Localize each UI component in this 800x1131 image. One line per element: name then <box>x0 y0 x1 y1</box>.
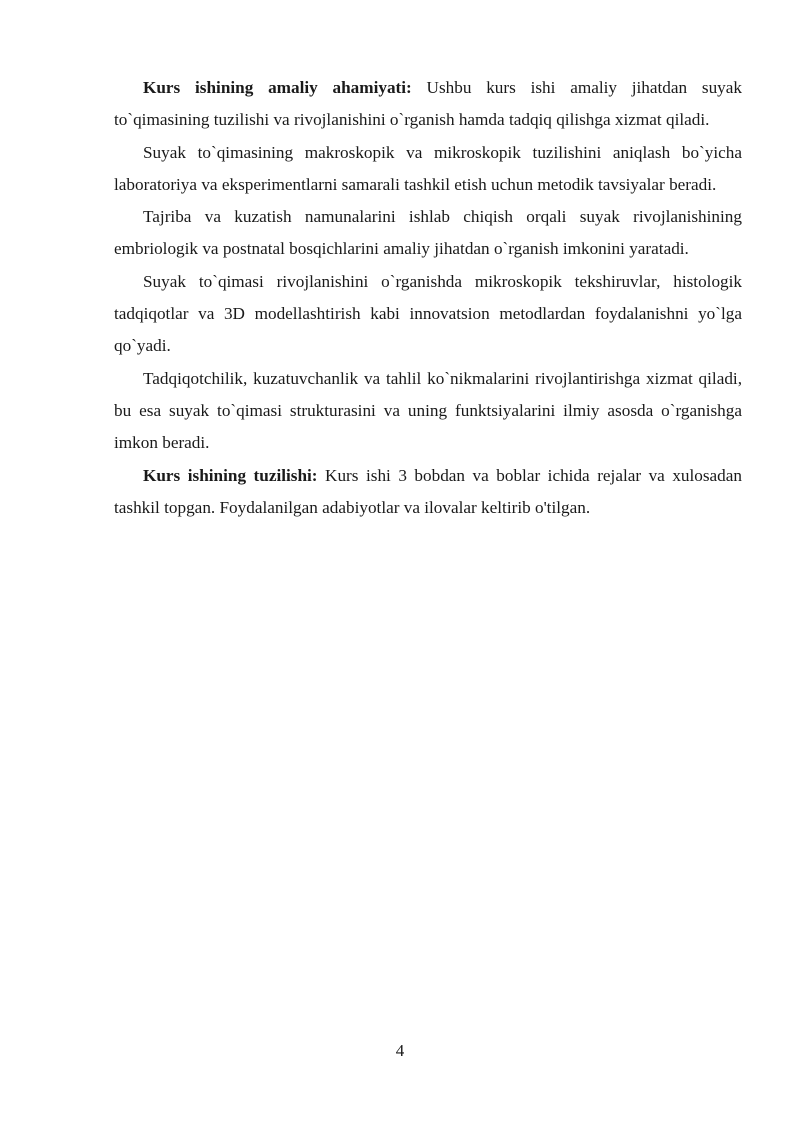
paragraph-lead-heading: Kurs ishining amaliy ahamiyati: <box>143 78 412 97</box>
paragraph-innovative-methods <box>114 266 742 363</box>
paragraph-practical-significance <box>114 72 742 137</box>
paragraph-text: Ushbu kurs ishi amaliy jihatdan suyak to`qimasining tuzilishi va rivojlanishini o`rganish hamda tadqiq qilishga xizmat qiladi. <box>114 78 742 130</box>
paragraph-text: Kurs ishi 3 bobdan va boblar ichida rejalar va xulosadan tashkil topgan. Foydalanilgan adabiyotlar va ilovalar keltirib o'tilgan. <box>114 465 743 517</box>
paragraph-methodical-recommendations <box>114 137 742 202</box>
paragraph-experiment-samples <box>114 201 742 266</box>
document-body <box>114 72 742 524</box>
page-number: 4 <box>395 1041 405 1060</box>
paragraph-lead-heading: Kurs ishining tuzilishi: <box>143 465 318 485</box>
paragraph-text: Tajriba va kuzatish namunalarini ishlab chiqish orqali suyak rivojlanishining embriologik va postnatal bosqichlarini amaliy jihatdan o`rganish imkonini yaratadi. <box>114 207 742 259</box>
paragraph-text: Suyak to`qimasi rivojlanishini o`rganishda mikroskopik tekshiruvlar, histologik tadqiqotlar va 3D modellashtirish kabi innovatsion metodlardan foydalanishni yo`lga qo`yadi. <box>114 271 742 356</box>
paragraph-text: Tadqiqotchilik, kuzatuvchanlik va tahlil ko`nikmalarini rivojlantirishga xizmat qiladi, bu esa suyak to`qimasi strukturasini va uning funktsiyalarini ilmiy asosda o`rganishga imkon beradi. <box>114 368 742 453</box>
paragraph-course-structure <box>114 460 742 525</box>
paragraph-text: Suyak to`qimasining makroskopik va mikroskopik tuzilishini aniqlash bo`yicha laboratoriya va eksperimentlarni samarali tashkil etish uchun metodik tavsiyalar beradi. <box>114 142 742 194</box>
paragraph-research-skills <box>114 363 742 460</box>
